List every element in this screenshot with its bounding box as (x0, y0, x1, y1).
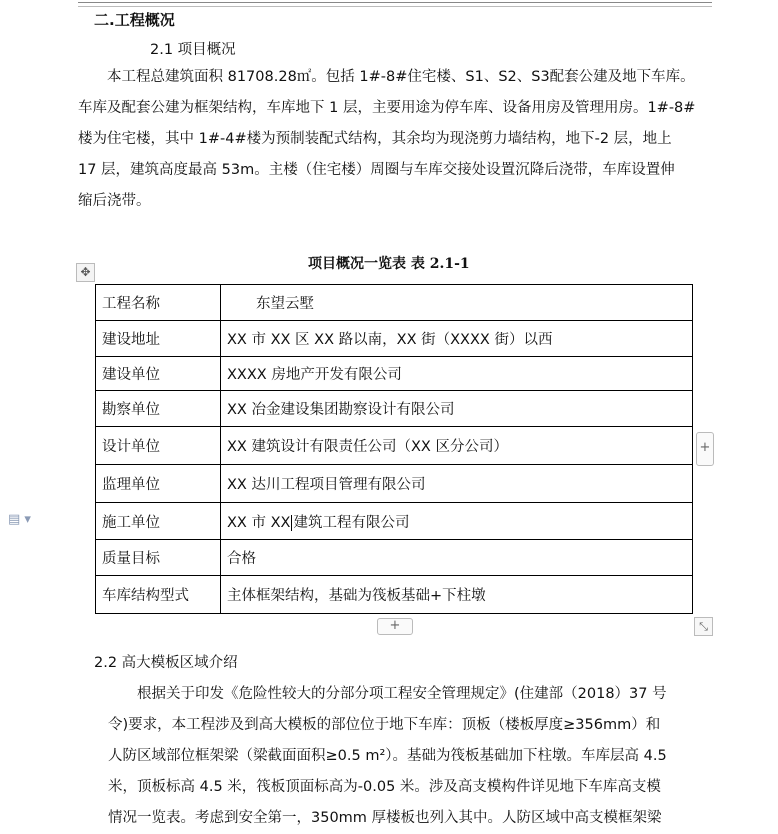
row-label[interactable]: 建设单位 (96, 357, 221, 391)
table-move-handle-icon[interactable]: ✥ (76, 263, 95, 282)
paragraph-line: 车库及配套公建为框架结构，车库地下 1 层，主要用途为停车库、设备用房及管理用房。1#-8# (78, 100, 696, 116)
table-resize-icon[interactable]: ⤡ (694, 617, 713, 636)
project-overview-table (95, 284, 693, 614)
paragraph-line: 米，顶板标高 4.5 米，筏板顶面标高为-0.05 米。涉及高支模构件详见地下车库高支模 (108, 779, 661, 795)
row-value[interactable]: 主体框架结构，基础为筏板基础+下柱墩 (221, 576, 693, 614)
row-value-part: XX 市 XX (227, 514, 291, 531)
add-column-button[interactable]: + (696, 432, 714, 466)
row-value-part: 建筑工程有限公司 (293, 514, 410, 531)
section-heading: 二.工程概况 (94, 11, 175, 29)
row-value[interactable]: 东望云墅 (221, 285, 693, 321)
paragraph-line: 令)要求，本工程涉及到高大模板的部位位于地下车库：顶板（楼板厚度≥356mm）和 (108, 717, 661, 733)
formwork-paragraph (108, 679, 714, 834)
table-row (96, 321, 693, 357)
row-value[interactable]: 合格 (221, 540, 693, 576)
row-value[interactable] (221, 503, 693, 540)
document-options-icon[interactable]: ▤ ▾ (8, 512, 31, 527)
subsection-heading-2: 2.2 高大模板区域介绍 (94, 655, 238, 671)
row-label[interactable]: 建设地址 (96, 321, 221, 357)
paragraph-line: 缩后浇带。 (78, 193, 151, 209)
table-row (96, 285, 693, 321)
row-label[interactable]: 工程名称 (96, 285, 221, 321)
row-value[interactable]: XX 建筑设计有限责任公司（XX 区分公司） (221, 427, 693, 465)
table-row (96, 427, 693, 465)
table-row (96, 465, 693, 503)
paragraph-line: 本工程总建筑面积 81708.28㎡。包括 1#-8#住宅楼、S1、S2、S3配套公建及地下车库。 (78, 69, 695, 85)
paragraph-line: 楼为住宅楼，其中 1#-4#楼为预制装配式结构，其余均为现浇剪力墙结构，地下-2 层，地上 (78, 131, 672, 147)
row-label[interactable]: 勘察单位 (96, 391, 221, 427)
overview-paragraph (78, 62, 712, 217)
row-label[interactable]: 质量目标 (96, 540, 221, 576)
table-row (96, 503, 693, 540)
row-label[interactable]: 施工单位 (96, 503, 221, 540)
row-value[interactable]: XXXX 房地产开发有限公司 (221, 357, 693, 391)
row-value[interactable]: XX 冶金建设集团勘察设计有限公司 (221, 391, 693, 427)
table-caption: 项目概况一览表 表 2.1-1 (308, 256, 470, 272)
table-row (96, 357, 693, 391)
row-value[interactable]: XX 市 XX 区 XX 路以南，XX 街（XXXX 街）以西 (221, 321, 693, 357)
row-label[interactable]: 车库结构型式 (96, 576, 221, 614)
row-value[interactable]: XX 达川工程项目管理有限公司 (221, 465, 693, 503)
add-row-button[interactable]: + (377, 618, 413, 635)
row-label[interactable]: 设计单位 (96, 427, 221, 465)
paragraph-line: 情况一览表。考虑到安全第一，350mm 厚楼板也列入其中。人防区域中高支模框架梁 (108, 810, 662, 826)
table-row (96, 576, 693, 614)
table-row (96, 540, 693, 576)
paragraph-line: 17 层，建筑高度最高 53m。主楼（住宅楼）周圈与车库交接处设置沉降后浇带，车库设置伸 (78, 162, 675, 178)
row-label[interactable]: 监理单位 (96, 465, 221, 503)
paragraph-line: 人防区域部位框架梁（梁截面面积≥0.5 m²）。基础为筏板基础加下柱墩。车库层高 4.5 (108, 748, 667, 764)
paragraph-line: 根据关于印发《危险性较大的分部分项工程安全管理规定》(住建部（2018）37 号 (108, 686, 667, 702)
subsection-heading: 2.1 项目概况 (150, 42, 236, 58)
page-top-border (78, 2, 712, 7)
table-row (96, 391, 693, 427)
